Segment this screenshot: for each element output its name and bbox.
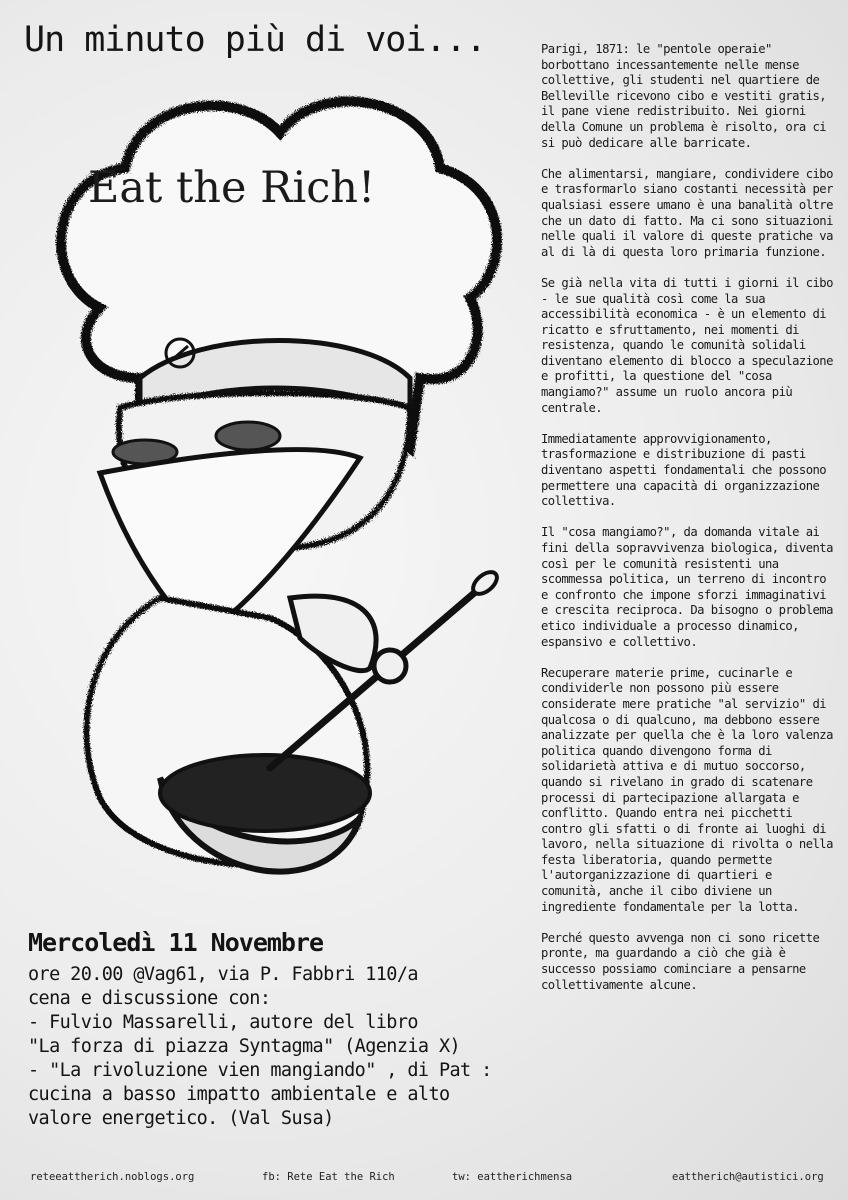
article-paragraph: Se già nella vita di tutti i giorni il cibo - le sue qualità così come la sua accessibilità economica - è un elemento di ricatto e sfruttamento, nei momenti di resistenza, quando le comunità solidali diventano elemento di blocco a speculazione e profitti, la questione del "cosa mangiamo?" assume un ruolo ancora più centrale.	[541, 275, 833, 415]
event-details	[28, 928, 548, 1131]
article-paragraph: Il "cosa mangiamo?", da domanda vitale ai fini della sopravvivenza biologica, diventa così per le comunità resistenti una scommessa politica, un terreno di incontro e confronto che impone sforzi immaginativi e crescita reciproca. Da bisogno o problema etico individuale a processo dinamico, espansivo e collettivo.	[541, 525, 833, 649]
article-paragraph: Parigi, 1871: le "pentole operaie" borbottano incessantemente nelle mense collettive, gli studenti nel quartiere de Belleville ricevono cibo e vestiti gratis, il pane viene redistribuito. Nei giorni della Comune un problema è risolto, ora ci si può dedicare alle barricate.	[541, 42, 827, 150]
footer-bar	[0, 1171, 848, 1191]
footer-website-link[interactable]: reteeattherich.noblogs.org	[30, 1171, 195, 1183]
event-line: - "La rivoluzione vien mangiando" , di Pat :	[28, 1060, 492, 1081]
event-date: Mercoledì 11 Novembre	[28, 928, 324, 957]
event-line: valore energetico. (Val Susa)	[28, 1108, 334, 1129]
footer-twitter[interactable]: tw: eattherichmensa	[452, 1171, 573, 1183]
footer-email[interactable]: eattherich@autistici.org	[672, 1171, 824, 1183]
chocolate-filling	[160, 755, 370, 831]
article-paragraph: Perché questo avvenga non ci sono ricette pronte, ma guardando a ciò che già è successo possiamo cominciare a pensarne collettivamente alcune.	[541, 930, 820, 992]
event-line: - Fulvio Massarelli, autore del libro	[28, 1012, 418, 1033]
event-line: cena e discussione con:	[28, 988, 271, 1009]
event-line: "La forza di piazza Syntagma" (Agenzia X)	[28, 1036, 461, 1057]
article-paragraph: Recuperare materie prime, cucinarle e condividerle non possono più essere considerate mere pratiche "al servizio" di qualcosa o di qualcuno, ma debbono essere analizzate per quella che è la loro valenza politica quando divengono forma di solidarietà attiva e di mutuo soccorso, quando si rivelano in grado di scatenare processi di partecipazione allargata e conflitto. Quando entra nei picchetti contro gli sfatti o di fronte ai luoghi di lavoro, nella situazione di rivolta o nella festa liberatoria, quando permette l'autorganizzazione di quartieri e comunità, anche il cibo diviene un ingrediente fondamentale per la lotta.	[541, 665, 833, 914]
slogan-text: Eat the Rich!	[88, 163, 376, 213]
footer-facebook[interactable]: fb: Rete Eat the Rich	[262, 1171, 395, 1183]
event-line: cucina a basso impatto ambientale e alto	[28, 1084, 450, 1105]
article-paragraph: Che alimentarsi, mangiare, condividere cibo e trasformarlo siano costanti necessità per qualsiasi essere umano è una banalità oltre che un dato di fatto. Ma ci sono situazioni nelle quali il valore di queste pratiche va al di là di questa loro primaria funzione.	[541, 166, 833, 259]
article-column	[541, 42, 839, 1009]
poster-headline: Un minuto più di voi...	[24, 20, 486, 60]
event-line: ore 20.00 @Vag61, via P. Fabbri 110/a	[28, 964, 418, 985]
article-paragraph: Immediatamente approvvigionamento, trasformazione e distribuzione di pasti diventano aspetti fondamentali che possono permettere una capacità di organizzazione collettiva.	[541, 431, 827, 509]
